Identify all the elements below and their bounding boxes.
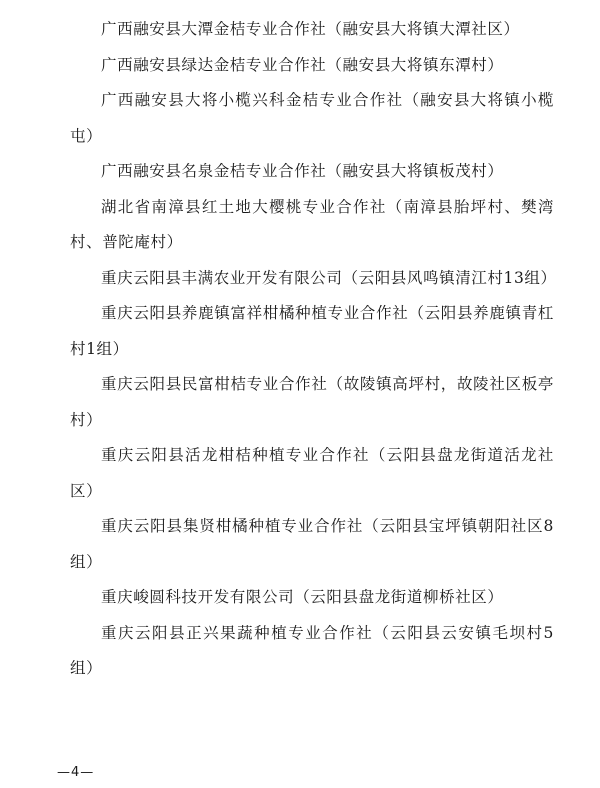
list-item: 广西融安县大将小榄兴科金桔专业合作社（融安县大将镇小榄屯） [70,91,554,145]
list-item: 广西融安县绿达金桔专业合作社（融安县大将镇东潭村） [101,55,504,74]
list-item: 重庆峻圆科技开发有限公司（云阳县盘龙街道柳桥社区） [101,588,504,606]
list-item: 重庆云阳县正兴果蔬种植专业合作社（云阳县云安镇毛坝村5组） [70,623,554,677]
list-item: 重庆云阳县养鹿镇富祥柑橘种植专业合作社（云阳县养鹿镇青杠村1组） [70,304,554,358]
list-item: 湖北省南漳县红土地大樱桃专业合作社（南漳县胎坪村、樊湾村、普陀庵村） [70,197,554,251]
list-item: 重庆云阳县集贤柑橘种植专业合作社（云阳县宝坪镇朝阳社区8组） [70,517,554,571]
list-item: 重庆云阳县民富柑桔专业合作社（故陵镇高坪村，故陵社区板亭村） [70,375,554,429]
list-item: 重庆云阳县丰满农业开发有限公司（云阳县风鸣镇清江村13组） [101,268,557,287]
cooperative-list [70,12,557,687]
page-number: —4— [57,765,95,780]
list-item: 广西融安县名泉金桔专业合作社（融安县大将镇板茂村） [101,162,504,180]
list-item: 广西融安县大潭金桔专业合作社（融安县大将镇大潭社区） [101,20,520,38]
list-item: 重庆云阳县活龙柑桔种植专业合作社（云阳县盘龙街道活龙社区） [70,446,554,500]
